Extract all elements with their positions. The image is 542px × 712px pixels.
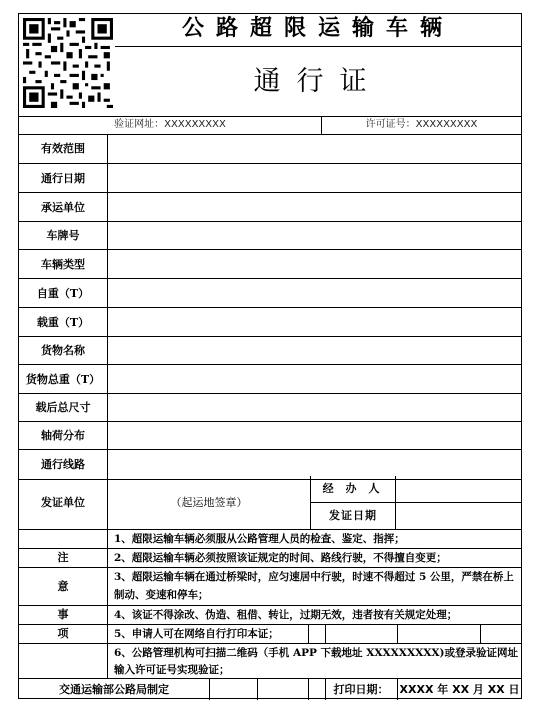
field-value	[108, 393, 522, 421]
note-item: 5、申请人可在网络自行打印本证；	[114, 628, 279, 640]
verify-row	[19, 116, 521, 135]
permit-header	[19, 14, 521, 117]
field-value	[108, 278, 522, 307]
divider	[308, 625, 309, 643]
note-item: 1、超限运输车辆必须服从公路管理人员的检查、鉴定、指挥；	[114, 533, 405, 545]
permit-footer	[19, 678, 521, 700]
field-label: 有效范围	[19, 134, 108, 163]
field-value	[108, 336, 522, 364]
notes-label-blank	[19, 644, 108, 678]
field-label: 通行线路	[19, 449, 108, 479]
qr-code-icon	[23, 18, 113, 108]
field-row	[19, 421, 521, 449]
field-row	[19, 192, 521, 221]
divider	[480, 625, 481, 643]
field-label: 载后总尺寸	[19, 393, 108, 421]
field-row	[19, 163, 521, 192]
field-label: 货物名称	[19, 336, 108, 364]
divider	[308, 679, 309, 700]
field-row	[19, 307, 521, 336]
permit-form	[18, 13, 522, 699]
note-item: 3、超限运输车辆在通过桥梁时，应匀速居中行驶，时速不得超过 5 公里，严禁在桥上制动、变速和停车；	[114, 571, 514, 601]
print-date-label: 打印日期：	[333, 683, 389, 696]
divider	[209, 679, 210, 700]
print-date-value: XXXX 年 XX 月 XX 日	[399, 683, 520, 696]
issuer-section	[19, 476, 521, 530]
field-label: 自重（T）	[19, 278, 108, 307]
issue-date-label: 发证日期	[311, 503, 396, 529]
field-row	[19, 336, 521, 364]
note-item: 4、该证不得涂改、伪造、租借、转让，过期无效，违者按有关规定处理；	[114, 609, 458, 621]
field-value	[108, 449, 522, 479]
divider	[19, 605, 521, 606]
notes-label-blank	[19, 530, 108, 548]
divider	[257, 679, 258, 700]
notes-label-char: 事	[19, 606, 108, 624]
field-row	[19, 364, 521, 393]
issuer-label: 发证单位	[19, 476, 108, 529]
field-label: 车牌号	[19, 221, 108, 249]
field-value	[108, 192, 522, 221]
field-row	[19, 221, 521, 249]
field-row	[19, 134, 521, 163]
divider	[325, 625, 326, 643]
form-subtitle: 通行证	[253, 66, 383, 97]
field-value	[108, 134, 522, 163]
field-label: 货物总重（T）	[19, 364, 108, 393]
notes-label-char: 项	[19, 625, 108, 643]
notes-label-char: 注	[19, 549, 108, 567]
field-row	[19, 393, 521, 421]
maker-label: 交通运输部公路局制定	[59, 683, 169, 696]
field-value	[108, 249, 522, 278]
note-item: 6、公路管理机构可扫描二维码（手机 APP 下载地址 XXXXXXXXX)或登录验证网址输入许可证号实现验证；	[114, 647, 518, 676]
divider	[19, 643, 521, 644]
field-value	[108, 221, 522, 249]
field-label: 载重（T）	[19, 307, 108, 336]
field-label: 车辆类型	[19, 249, 108, 278]
permit-number: 许可证号：XXXXXXXXX	[365, 119, 478, 130]
handler-value	[396, 476, 521, 503]
field-value	[108, 163, 522, 192]
form-title: 公路超限运输车辆	[115, 14, 521, 47]
divider	[397, 625, 398, 643]
field-value	[108, 364, 522, 393]
handler-label: 经 办 人	[311, 476, 396, 503]
field-row	[19, 449, 521, 479]
field-label: 承运单位	[19, 192, 108, 221]
permit-fields-table	[19, 134, 521, 480]
field-row	[19, 278, 521, 307]
divider	[19, 567, 521, 568]
field-row	[19, 249, 521, 278]
field-label: 轴荷分布	[19, 421, 108, 449]
note-item: 2、超限运输车辆必须按照该证规定的时间、路线行驶，不得擅自变更；	[114, 552, 447, 564]
field-label: 通行日期	[19, 163, 108, 192]
divider	[19, 548, 521, 549]
verify-url: 验证网址：XXXXXXXXX	[19, 116, 322, 134]
stamp-area: （起运地签章）	[108, 476, 311, 529]
divider	[19, 624, 521, 625]
field-value	[108, 307, 522, 336]
notes-label-char: 意	[19, 568, 108, 605]
field-value	[108, 421, 522, 449]
